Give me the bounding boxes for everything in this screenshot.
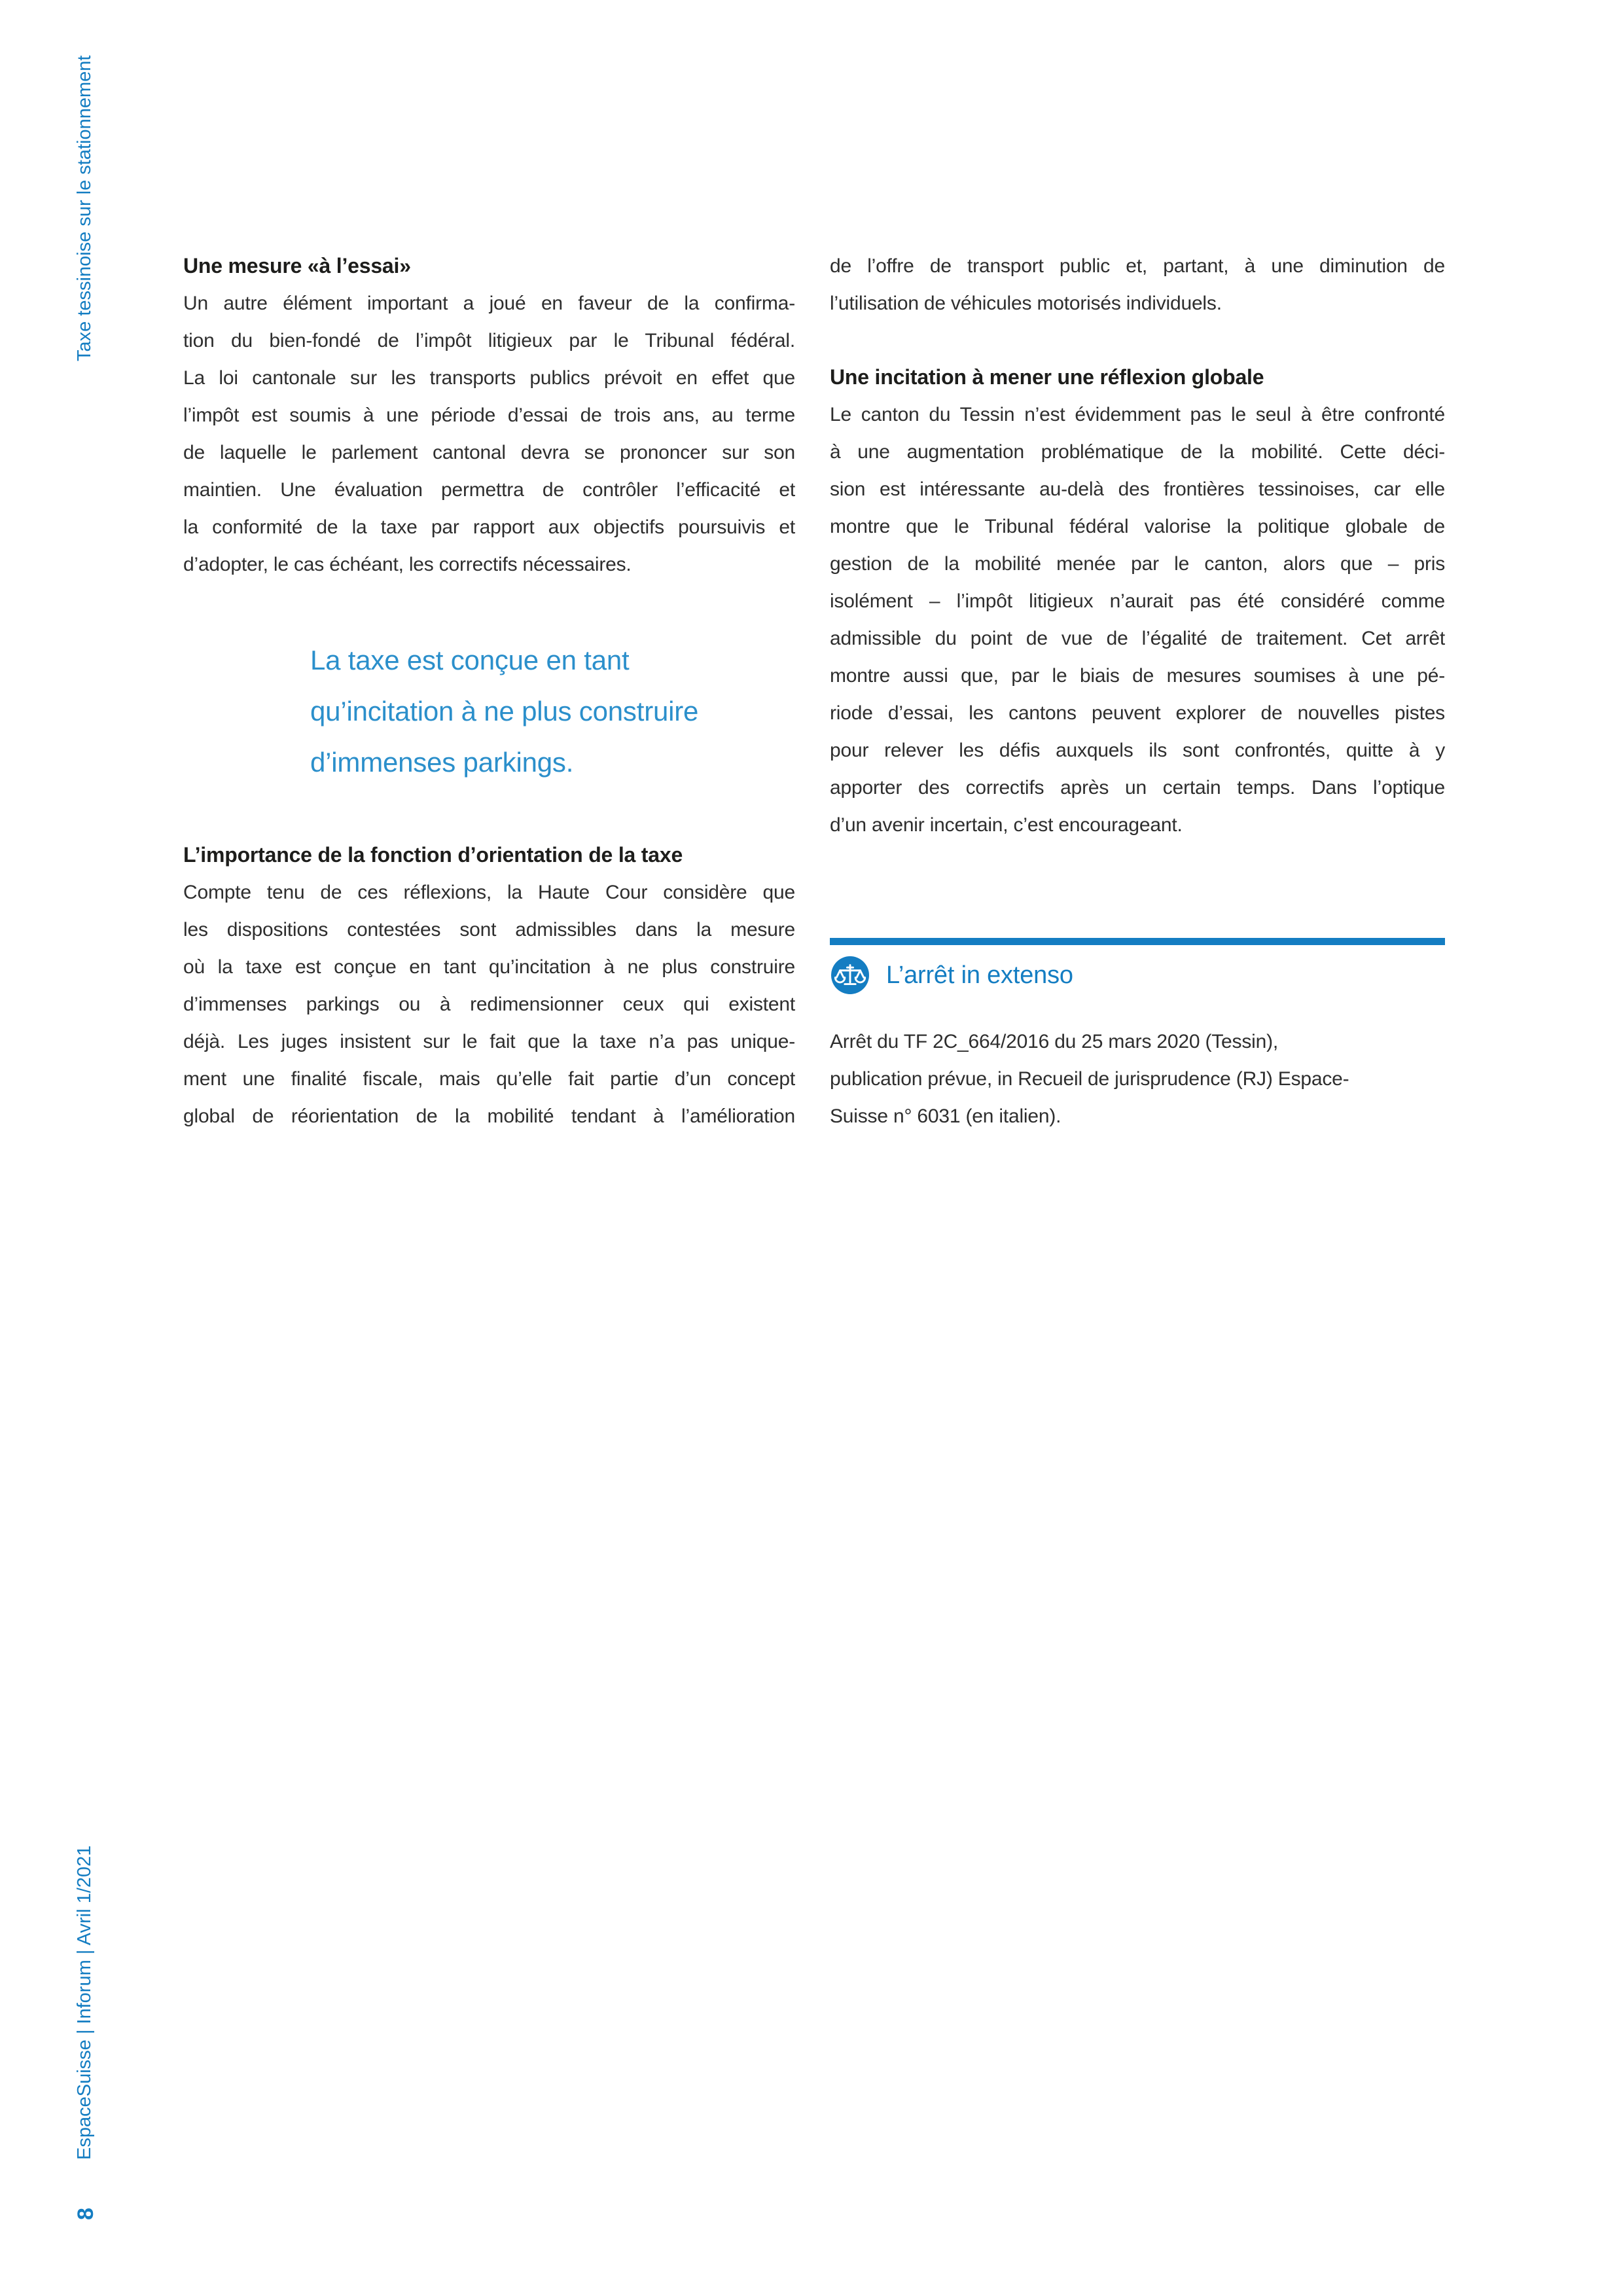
pull-quote	[310, 635, 795, 788]
text-line: apporter des correctifs après un certain temps. Dans l’optique	[830, 777, 1445, 798]
text-line: Compte tenu de ces réflexions, la Haute Cour considère que	[183, 882, 795, 903]
paragraph-incitation	[830, 396, 1445, 844]
text-line: d’immenses parkings.	[310, 747, 574, 778]
text-line: gestion de la mobilité menée par le canton, alors que – pris	[830, 553, 1445, 575]
text-line: isolément – l’impôt litigieux n’aurait pas été considéré comme	[830, 590, 1445, 612]
text-line: admissible du point de vue de l’égalité de traitement. Cet arrêt	[830, 628, 1445, 649]
text-line: d’immenses parkings ou à redimensionner ceux qui existent	[183, 994, 795, 1015]
text-line: maintien. Une évaluation permettra de contrôler l’efficacité et	[183, 479, 795, 501]
text-line: de l’offre de transport public et, partant, à une diminution de	[830, 255, 1445, 277]
text-line: pour relever les défis auxquels ils sont confrontés, quitte à y	[830, 740, 1445, 761]
text-line: l’utilisation de véhicules motorisés individuels.	[830, 293, 1222, 314]
right-column	[830, 247, 1445, 844]
left-column	[183, 247, 795, 1135]
text-line: tion du bien-fondé de l’impôt litigieux par le Tribunal fédéral.	[183, 330, 795, 351]
text-line: Arrêt du TF 2C_664/2016 du 25 mars 2020 (Tessin),	[830, 1031, 1279, 1052]
text-line: riode d’essai, les cantons peuvent explorer de nouvelles pistes	[830, 702, 1445, 724]
text-line: qu’incitation à ne plus construire	[310, 696, 699, 726]
paragraph-une-mesure	[183, 285, 795, 583]
text-line: Le canton du Tessin n’est évidemment pas le seul à être confronté	[830, 404, 1445, 425]
heading-une-mesure: Une mesure «à l’essai»	[183, 254, 411, 278]
extenso-header	[830, 956, 1445, 994]
text-line: d’adopter, le cas échéant, les correctifs nécessaires.	[183, 554, 632, 575]
text-line: déjà. Les juges insistent sur le fait que la taxe n’a pas unique-	[183, 1031, 795, 1052]
extenso-title: L’arrêt in extenso	[886, 961, 1073, 989]
text-line: La loi cantonale sur les transports publics prévoit en effet que	[183, 367, 795, 389]
text-line: Suisse n° 6031 (en italien).	[830, 1105, 1061, 1127]
blue-rule	[830, 938, 1445, 945]
text-line: l’impôt est soumis à une période d’essai de trois ans, au terme	[183, 404, 795, 426]
text-line: global de réorientation de la mobilité tendant à l’amélioration	[183, 1105, 795, 1127]
extenso-reference-text	[830, 1023, 1445, 1135]
sidebar-vertical-label: Taxe tessinoise sur le stationnement	[74, 55, 95, 361]
text-line: les dispositions contestées sont admissibles dans la mesure	[183, 919, 795, 941]
page-number: 8	[73, 2208, 98, 2220]
text-line: publication prévue, in Recueil de jurisprudence (RJ) Espace-	[830, 1068, 1349, 1090]
paragraph-continuation	[830, 247, 1445, 322]
scales-of-justice-icon	[831, 956, 869, 994]
text-line: d’un avenir incertain, c’est encourageant.	[830, 814, 1183, 836]
text-line: à une augmentation problématique de la mobilité. Cette déci-	[830, 441, 1445, 463]
text-line: ment une finalité fiscale, mais qu’elle fait partie d’un concept	[183, 1068, 795, 1090]
text-line: Un autre élément important a joué en faveur de la confirma-	[183, 293, 795, 314]
text-line: où la taxe est conçue en tant qu’incitation à ne plus construire	[183, 956, 795, 978]
text-line: sion est intéressante au-delà des frontières tessinoises, car elle	[830, 478, 1445, 500]
text-line: de laquelle le parlement cantonal devra se prononcer sur son	[183, 442, 795, 463]
text-line: La taxe est conçue en tant	[310, 645, 630, 675]
paragraph-importance	[183, 874, 795, 1135]
text-line: la conformité de la taxe par rapport aux objectifs poursuivis et	[183, 516, 795, 538]
arret-in-extenso-box	[830, 938, 1445, 1135]
heading-incitation: Une incitation à mener une réflexion globale	[830, 365, 1264, 389]
text-line: montre aussi que, par le biais de mesures soumises à une pé-	[830, 665, 1445, 687]
heading-importance: L’importance de la fonction d’orientation de la taxe	[183, 843, 683, 867]
text-line: montre que le Tribunal fédéral valorise la politique globale de	[830, 516, 1445, 537]
footer-vertical-label: EspaceSuisse | Inforum | Avril 1/2021	[74, 1845, 95, 2160]
